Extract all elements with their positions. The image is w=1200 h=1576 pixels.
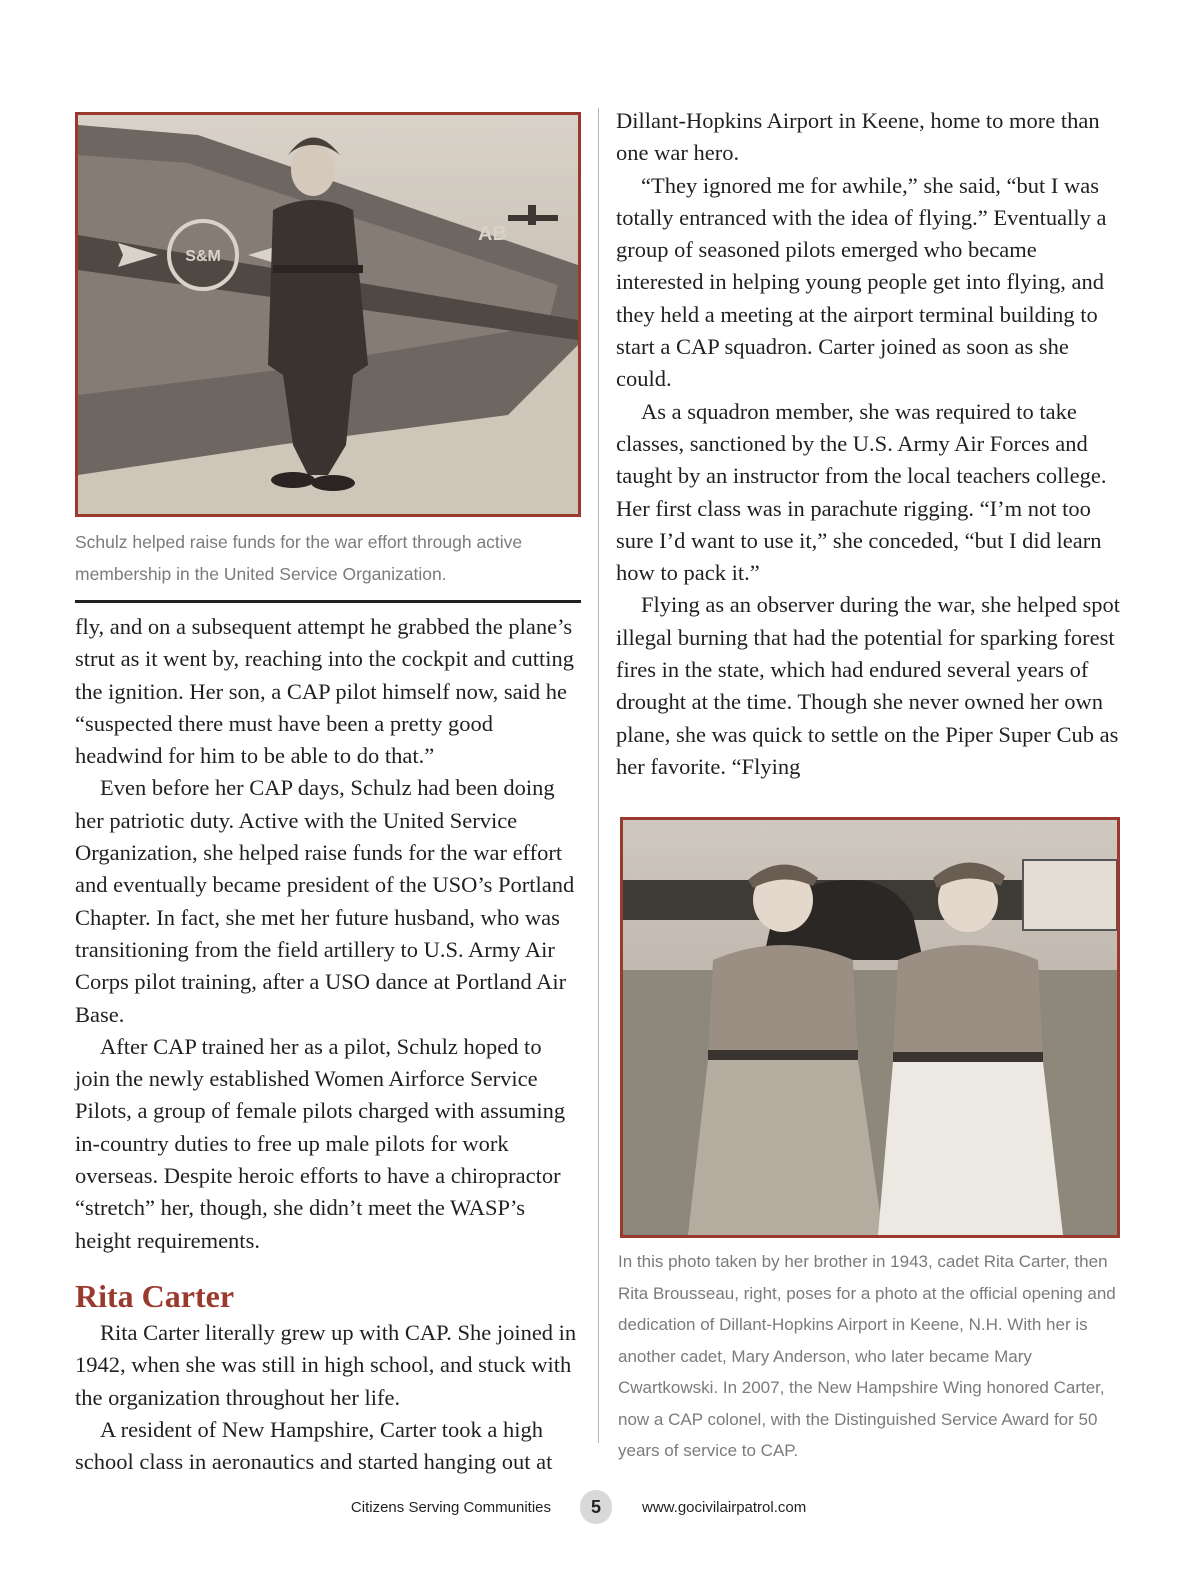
paragraph: “They ignored me for awhile,” she said, “but I was totally entranced with the idea of flying.” Eventually a group of seasoned pilots emerged who became interested in helping young people get into flying, and they held a meeting at the airport terminal building to start a CAP squadron. Carter joined as soon as she could. — [616, 172, 1107, 392]
left-body-text — [75, 611, 581, 1478]
column-divider — [598, 108, 599, 1443]
paragraph: fly, and on a subsequent attempt he grabbed the plane’s strut as it went by, reaching into the cockpit and cutting the ignition. Her son, a CAP pilot himself now, said he “suspected there must have been a pretty good headwind for him to be able to do that.” — [75, 614, 575, 769]
schulz-photo — [75, 112, 581, 517]
paragraph: A resident of New Hampshire, Carter took a high school class in aeronautics and started hanging out at — [75, 1416, 553, 1475]
left-column — [75, 112, 581, 1478]
footer-tagline: Citizens Serving Communities — [350, 1499, 551, 1516]
svg-text:S&M: S&M — [185, 248, 221, 265]
schulz-photo-caption: Schulz helped raise funds for the war effort through active membership in the United Service Organization. — [75, 532, 523, 584]
right-body-text — [616, 105, 1121, 783]
right-column — [616, 105, 1121, 1467]
carter-photo — [620, 817, 1120, 1238]
paragraph: After CAP trained her as a pilot, Schulz hoped to join the newly established Women Airforce Service Pilots, a group of female pilots charged with assuming in-country duties to free up male pilots for work overseas. Despite heroic efforts to have a chiropractor “stretch” her, though, she didn’t meet the WASP’s height requirements. — [75, 1033, 566, 1253]
section-heading-rita-carter: Rita Carter — [75, 1277, 235, 1314]
page-footer — [0, 1490, 1200, 1526]
paragraph: Rita Carter literally grew up with CAP. She joined in 1942, when she was still in high school, and stuck with the organization throughout her life. — [75, 1319, 577, 1410]
paragraph: Dillant-Hopkins Airport in Keene, home to more than one war hero. — [616, 108, 1100, 166]
caption-rule — [75, 600, 581, 603]
carter-photo-image — [623, 820, 1117, 1235]
svg-text:AB: AB — [478, 223, 507, 245]
carter-photo-caption: In this photo taken by her brother in 1943, cadet Rita Carter, then Rita Brousseau, right, poses for a photo at the official opening and dedication of Dillant-Hopkins Airport in Keene, N.H. With her is another cadet, Mary Anderson, who later became Mary Cwartkowski. In 2007, the New Hampshire Wing honored Carter, now a CAP colonel, with the Distinguished Service Award for 50 years of service to CAP. — [618, 1252, 1116, 1461]
footer-website-link[interactable]: www.gocivilairpatrol.com — [642, 1499, 807, 1516]
paragraph: Even before her CAP days, Schulz had been doing her patriotic duty. Active with the United Service Organization, she helped raise funds for the war effort and eventually became president of the USO’s Portland Chapter. In fact, she met her future husband, who was transitioning from the field artillery to U.S. Army Air Corps pilot training, after a USO dance at Portland Air Base. — [75, 775, 575, 1027]
page-number: 5 — [580, 1490, 612, 1524]
paragraph: Flying as an observer during the war, she helped spot illegal burning that had the potential for sparking forest fires in the state, which had endured several years of drought at the time. Though she never owned her own plane, she was quick to settle on the Piper Super Cub as her favorite. “Flying — [616, 592, 1120, 779]
schulz-photo-image — [78, 115, 578, 514]
paragraph: As a squadron member, she was required to take classes, sanctioned by the U.S. Army Air Forces and taught by an instructor from the local teachers college. Her first class was in parachute rigging. “I’m not too sure I’d want to use it,” she conceded, “but I did learn how to pack it.” — [616, 398, 1107, 586]
